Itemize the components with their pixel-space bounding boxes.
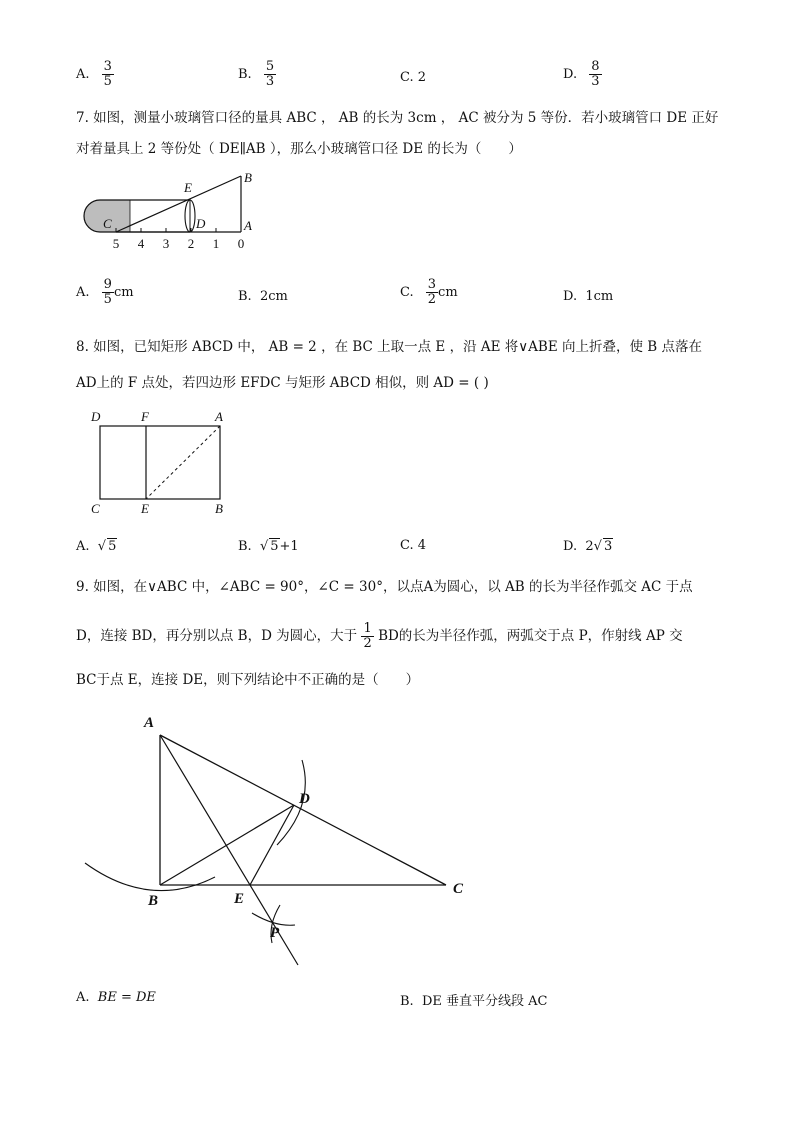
q7-option-b: B. 2cm [238, 289, 288, 304]
q9-stem-line2: D，连接 BD，再分别以点 B，D 为圆心，大于 $\frac{1}{2}$ BD的长为半径作弧，两弧交于点 P，作射线 AP 交 [76, 621, 683, 651]
q9-option-a: A. BE = DE [76, 990, 156, 1005]
q6-b-fraction: $\frac{5}{3}$ [265, 59, 275, 89]
q6-d-fraction: $\frac{8}{3}$ [591, 59, 600, 89]
q7-tick-2: 2 [187, 236, 195, 251]
q7-option-c: C. $\frac{3}{2}$ cm [400, 277, 458, 307]
q7-option-a: A. $\frac{9}{5}$ cm [76, 277, 134, 307]
q7-label-a: A [244, 218, 252, 233]
q9-label-p: P [270, 925, 280, 941]
q7-label-b: B [244, 170, 252, 185]
q7-option-d: D. 1cm [563, 289, 614, 304]
q7-tick-3: 3 [162, 236, 170, 251]
q9-option-b: B. DE 垂直平分线段 AC [400, 994, 548, 1009]
q8-option-b: B. √ 5+1 [238, 539, 299, 554]
q7-label-c: C [103, 216, 112, 231]
q8-option-d: D. 2√ 3 [563, 539, 613, 554]
q8-stem-line2: AD上的 F 点处，若四边形 EFDC 与矩形 ABCD 相似，则 AD = ( ) [76, 375, 489, 391]
q8-stem-line1: 8. 如图，已知矩形 ABCD 中， AB = 2 ，在 BC 上取一点 E ，沿 AE 将∨ABE 向上折叠，使 B 点落在 [76, 339, 702, 355]
q7-tick-5: 5 [112, 236, 120, 251]
q8-label-e: E [141, 501, 149, 516]
q9-line-de [250, 805, 294, 885]
q9-label-a: A [144, 715, 155, 731]
q7-line-cb [116, 176, 241, 232]
q9-label-e: E [234, 891, 245, 907]
q9-stem-line3: BC于点 E，连接 DE，则下列结论中不正确的是（ ） [76, 672, 420, 688]
q7-tick-0: 0 [237, 236, 245, 251]
q9-line-ac [160, 735, 446, 885]
q6-a-fraction: $\frac{3}{5}$ [103, 59, 112, 89]
q9-arc-center-a [85, 863, 215, 891]
q7-tick-4: 4 [137, 236, 145, 251]
q9-half-fraction: $\frac{1}{2}$ [363, 621, 372, 651]
q7-label-d: D [196, 216, 206, 231]
q9-label-d: D [299, 791, 310, 807]
q8-label-f: F [141, 409, 149, 424]
q6-option-a: A. $\frac{3}{5}$ [76, 59, 112, 89]
q7-tick-1: 1 [212, 236, 220, 251]
q7-stem-line1: 7. 如图，测量小玻璃管口径的量具 ABC ， AB 的长为 3cm ， AC 被分为 5 等份．若小玻璃管口 DE 正好 [76, 110, 719, 126]
q9-label-c: C [453, 881, 464, 897]
q6-option-b: B. $\frac{5}{3}$ [238, 59, 275, 89]
q6-option-d: D. $\frac{8}{3}$ [563, 59, 600, 89]
q8-label-d: D [91, 409, 101, 424]
q9-stem-line1: 9. 如图，在∨ABC 中，∠ABC = 90°，∠C = 30°，以点A为圆心，以 AB 的长为半径作弧交 AC 于点 [76, 579, 693, 595]
q8-option-a: A. √ 5 [76, 539, 117, 554]
q7-stem-line2: 对着量具上 2 等份处（ DE∥AB ），那么小玻璃管口径 DE 的长为（ ） [76, 141, 522, 157]
q8-option-c: C. 4 [400, 538, 427, 553]
q9-line-bd [160, 805, 294, 885]
q6-option-c: C. 2 [400, 70, 427, 85]
q8-label-c: C [91, 501, 100, 516]
q7-figure [78, 170, 268, 255]
q9-figure [80, 705, 480, 975]
q8-label-b: B [215, 501, 223, 516]
q8-line-ae-dashed [146, 426, 220, 499]
q7-label-e: E [184, 180, 192, 195]
q8-figure [88, 406, 238, 518]
q8-label-a: A [215, 409, 223, 424]
q9-label-b: B [148, 893, 159, 909]
q8-rectangle-abcd [100, 426, 220, 499]
